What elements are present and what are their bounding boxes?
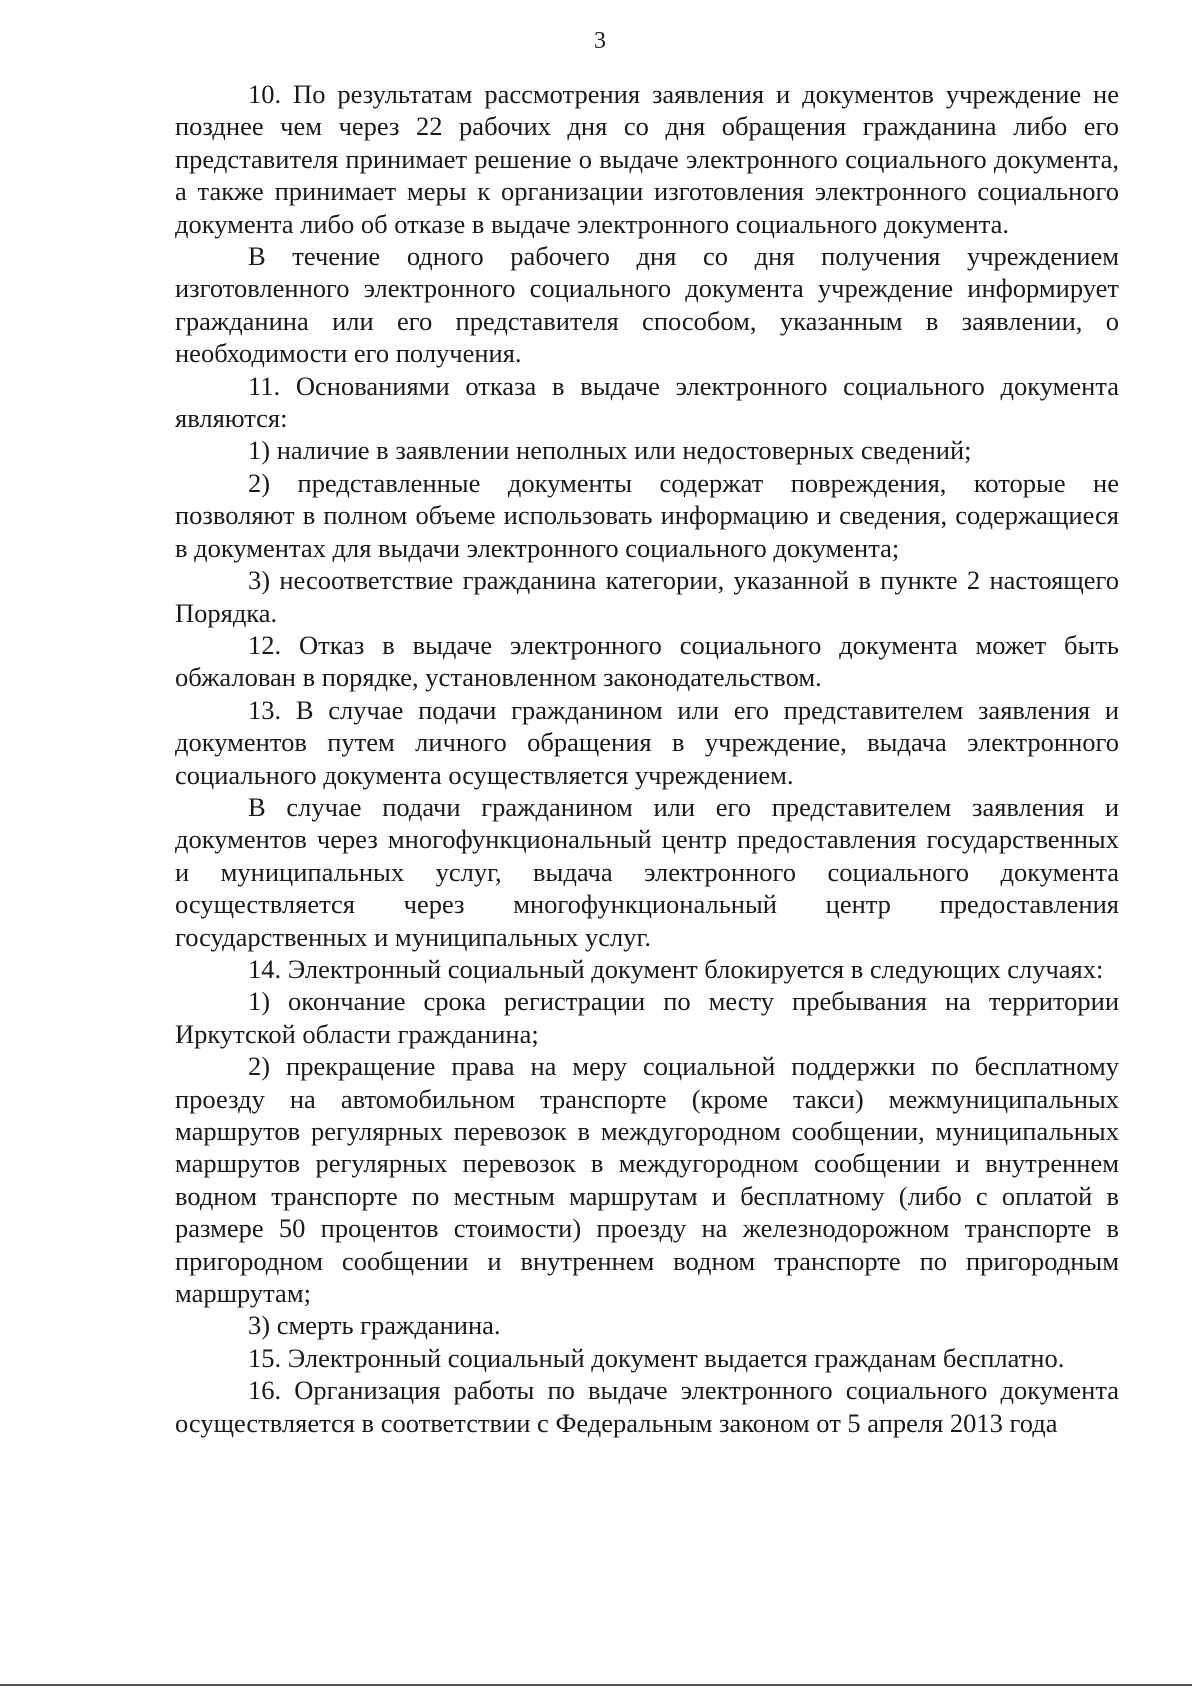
paragraph-14-item-2: 2) прекращение права на меру социальной поддержки по бесплатному проезду на автомобильном транспорте (кроме такси) межмуниципальных маршрутов регулярных перевозок в междугородном сообщении, муниципальных маршрутов регулярных перевозок в междугородном сообщении и внутреннем водном транспорте по местным маршрутам и бесплатному (либо с оплатой в размере 50 процентов стоимости) проезду на железнодорожном транспорте в пригородном сообщении и внутреннем водном транспорте по пригородным маршрутам; (175, 1051, 1119, 1309)
paragraph-11-item-3: 3) несоответствие гражданина категории, указанной в пункте 2 настоящего Порядка. (175, 565, 1119, 628)
paragraph-10-notification: В течение одного рабочего дня со дня получения учреждением изготовленного электронного социального документа учреждение информирует гражданина или его представителя способом, указанным в заявлении, о необходимости его получения. (175, 241, 1119, 369)
paragraph-16: 16. Организация работы по выдаче электронного социального документа осуществляется в соответствии с Федеральным законом от 5 апреля 2013 года (175, 1375, 1119, 1438)
page-number: 3 (594, 28, 606, 54)
paragraph-10: 10. По результатам рассмотрения заявления и документов учреждение не позднее чем через 22 рабочих дня со дня обращения гражданина либо его представителя принимает решение о выдаче электронного социального документа, а также принимает меры к организации изготовления электронного социального документа либо об отказе в выдаче электронного социального документа. (175, 79, 1119, 239)
document-body (175, 78, 1119, 1439)
paragraph-11-item-1: 1) наличие в заявлении неполных или недостоверных сведений; (248, 435, 972, 466)
paragraph-14-item-3: 3) смерть гражданина. (248, 1310, 501, 1341)
bottom-rule (0, 1684, 1192, 1686)
paragraph-12: 12. Отказ в выдаче электронного социального документа может быть обжалован в порядке, установленном законодательством. (175, 629, 1119, 693)
paragraph-14-item-1: 1) окончание срока регистрации по месту пребывания на территории Иркутской области гражданина; (175, 986, 1119, 1049)
paragraph-13: 13. В случае подачи гражданином или его представителем заявления и документов путем личного обращения в учреждение, выдача электронного социального документа осуществляется учреждением. (175, 694, 1119, 790)
paragraph-13-mfc: В случае подачи гражданином или его представителем заявления и документов через многофункциональный центр предоставления государственных и муниципальных услуг, выдача электронного социального документа осуществляется через многофункциональный центр предоставления государственных и муниципальных услуг. (175, 791, 1119, 952)
paragraph-15: 15. Электронный социальный документ выдается гражданам бесплатно. (248, 1342, 1065, 1373)
paragraph-14: 14. Электронный социальный документ блокируется в следующих случаях: (248, 953, 1104, 984)
paragraph-11-item-2: 2) представленные документы содержат повреждения, которые не позволяют в полном объеме использовать информацию и сведения, содержащиеся в документах для выдачи электронного социального документа; (175, 467, 1119, 563)
paragraph-11: 11. Основаниями отказа в выдаче электронного социального документа являются: (175, 370, 1119, 434)
